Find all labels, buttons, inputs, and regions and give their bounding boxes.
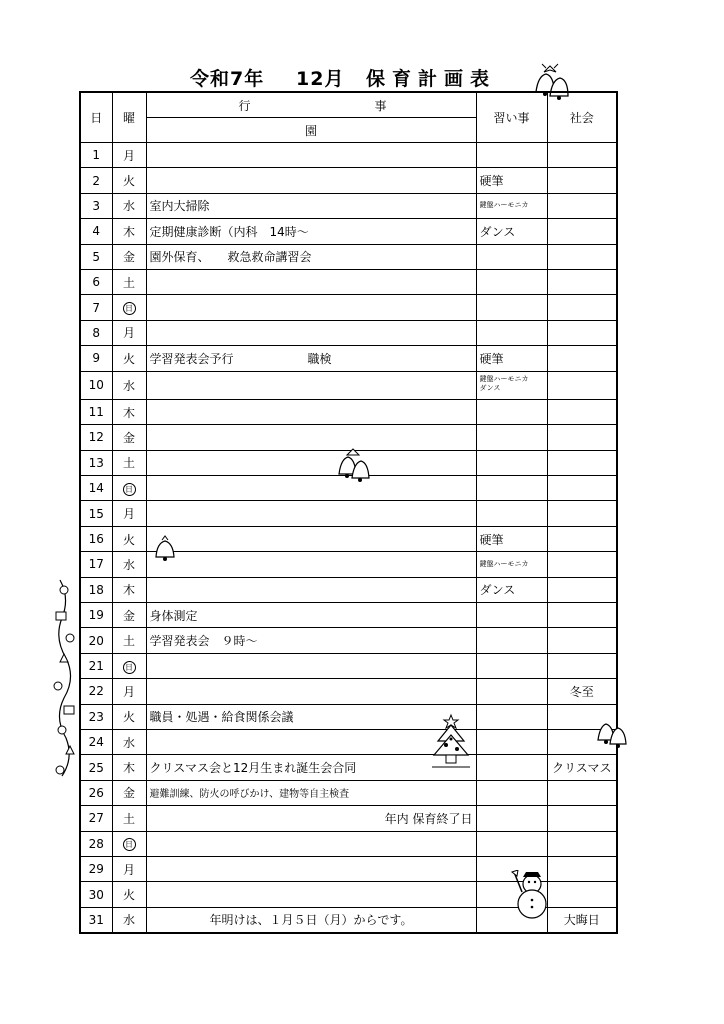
event-cell <box>146 729 476 754</box>
weekday-cell: 木 <box>112 755 146 780</box>
weekday-cell: 火 <box>112 882 146 907</box>
lesson-text: 鍵盤ハーモニカ <box>479 201 529 210</box>
weekday-cell: 金 <box>112 603 146 628</box>
lesson-cell <box>476 653 547 678</box>
bells-icon <box>334 446 374 486</box>
weekday-cell: 水 <box>112 552 146 577</box>
lesson-cell <box>476 552 547 577</box>
table-row <box>80 603 617 628</box>
lesson-extra-text: ダンス <box>479 383 501 392</box>
event-cell <box>146 219 476 244</box>
event-text: 学習発表会 ９時～ <box>149 634 258 649</box>
event-cell <box>146 653 476 678</box>
day-cell: 8 <box>80 320 112 345</box>
weekday-cell: 土 <box>112 450 146 475</box>
social-cell <box>547 653 617 678</box>
day-cell: 24 <box>80 729 112 754</box>
social-cell <box>547 320 617 345</box>
social-cell <box>547 476 617 501</box>
lesson-cell <box>476 219 547 244</box>
lesson-cell <box>476 831 547 856</box>
social-cell: 冬至 <box>547 679 617 704</box>
social-cell <box>547 371 617 399</box>
table-row <box>80 780 617 805</box>
table-row <box>80 295 617 320</box>
lesson-cell <box>476 679 547 704</box>
table-row <box>80 806 617 831</box>
social-cell <box>547 219 617 244</box>
lesson-cell <box>476 806 547 831</box>
event-cell <box>146 346 476 371</box>
event-cell <box>146 295 476 320</box>
event-cell <box>146 882 476 907</box>
day-cell: 2 <box>80 168 112 193</box>
table-row <box>80 577 617 602</box>
weekday-cell: 月 <box>112 143 146 168</box>
weekday-cell: 水 <box>112 371 146 399</box>
weekday-cell: 火 <box>112 168 146 193</box>
lesson-cell <box>476 244 547 269</box>
day-cell: 22 <box>80 679 112 704</box>
weekday-cell: 金 <box>112 244 146 269</box>
lesson-cell <box>476 450 547 475</box>
day-cell: 5 <box>80 244 112 269</box>
event-cell <box>146 168 476 193</box>
header-dow: 曜 <box>112 92 146 143</box>
event-cell <box>146 755 476 780</box>
day-cell: 20 <box>80 628 112 653</box>
event-cell <box>146 371 476 399</box>
weekday-cell: 水 <box>112 193 146 218</box>
day-cell: 12 <box>80 425 112 450</box>
lesson-cell <box>476 168 547 193</box>
weekday-cell: 火 <box>112 346 146 371</box>
header-gyoji-1: 行 <box>238 99 251 113</box>
lesson-text: 硬筆 <box>479 532 504 547</box>
social-cell <box>547 193 617 218</box>
social-cell <box>547 831 617 856</box>
table-row <box>80 219 617 244</box>
social-cell <box>547 856 617 881</box>
event-cell <box>146 577 476 602</box>
social-cell <box>547 269 617 294</box>
day-cell: 11 <box>80 399 112 424</box>
table-row <box>80 755 617 780</box>
sunday-mark: 日 <box>123 302 136 315</box>
table-row <box>80 399 617 424</box>
table-row <box>80 628 617 653</box>
weekday-cell: 金 <box>112 425 146 450</box>
event-text: 定期健康診断（内科 14時～ <box>149 224 309 239</box>
event-cell <box>146 831 476 856</box>
table-row <box>80 729 617 754</box>
social-cell <box>547 168 617 193</box>
lesson-cell <box>476 295 547 320</box>
weekday-cell: 金 <box>112 780 146 805</box>
social-cell <box>547 552 617 577</box>
event-cell <box>146 476 476 501</box>
event-cell <box>146 603 476 628</box>
social-cell <box>547 806 617 831</box>
day-cell: 18 <box>80 577 112 602</box>
day-cell: 3 <box>80 193 112 218</box>
header-gyoji-2: 事 <box>374 99 387 113</box>
event-cell <box>146 450 476 475</box>
social-cell <box>547 450 617 475</box>
day-cell: 19 <box>80 603 112 628</box>
lesson-cell <box>476 780 547 805</box>
lesson-cell <box>476 729 547 754</box>
event-cell <box>146 704 476 729</box>
day-cell: 6 <box>80 269 112 294</box>
event-text: 避難訓練、防火の呼びかけ、建物等自主検査 <box>149 789 350 801</box>
weekday-cell: 月 <box>112 856 146 881</box>
day-cell: 21 <box>80 653 112 678</box>
day-cell: 28 <box>80 831 112 856</box>
social-cell: 大晦日 <box>547 907 617 933</box>
lesson-cell <box>476 704 547 729</box>
weekday-cell: 月 <box>112 679 146 704</box>
table-row <box>80 831 617 856</box>
day-cell: 4 <box>80 219 112 244</box>
day-cell: 27 <box>80 806 112 831</box>
day-cell: 13 <box>80 450 112 475</box>
event-cell <box>146 628 476 653</box>
header-social: 社会 <box>547 92 617 143</box>
weekday-cell <box>112 831 146 856</box>
weekday-cell: 月 <box>112 501 146 526</box>
event-text: 園外保育、 救急救命講習会 <box>149 250 312 265</box>
sunday-mark: 日 <box>123 661 136 674</box>
day-cell: 23 <box>80 704 112 729</box>
event-cell <box>146 320 476 345</box>
weekday-cell <box>112 295 146 320</box>
day-cell: 10 <box>80 371 112 399</box>
table-row <box>80 679 617 704</box>
social-cell <box>547 501 617 526</box>
table-row <box>80 244 617 269</box>
snowman-icon <box>510 870 552 922</box>
lesson-text: ダンス <box>479 583 516 598</box>
day-cell: 17 <box>80 552 112 577</box>
lesson-cell <box>476 143 547 168</box>
lesson-cell <box>476 346 547 371</box>
event-cell <box>146 806 476 831</box>
lesson-cell <box>476 193 547 218</box>
day-cell: 31 <box>80 907 112 933</box>
social-cell <box>547 425 617 450</box>
weekday-cell: 木 <box>112 219 146 244</box>
event-extra-text: 職検 <box>307 351 332 366</box>
weekday-cell: 木 <box>112 577 146 602</box>
event-text: クリスマス会と12月生まれ誕生会合同 <box>149 761 357 776</box>
event-cell <box>146 679 476 704</box>
weekday-cell: 土 <box>112 806 146 831</box>
lesson-cell <box>476 603 547 628</box>
header-en: 園 <box>146 118 476 143</box>
day-cell: 30 <box>80 882 112 907</box>
header-lesson: 習い事 <box>476 92 547 143</box>
page-title <box>190 62 530 92</box>
social-cell <box>547 143 617 168</box>
event-cell <box>146 526 476 551</box>
event-text: 室内大掃除 <box>149 199 210 214</box>
weekday-cell: 月 <box>112 320 146 345</box>
header-day: 日 <box>80 92 112 143</box>
sunday-mark: 日 <box>123 483 136 496</box>
social-cell <box>547 628 617 653</box>
table-row <box>80 143 617 168</box>
event-cell <box>146 399 476 424</box>
social-cell <box>547 295 617 320</box>
title-month: 12月 <box>296 68 345 90</box>
weekday-cell: 土 <box>112 628 146 653</box>
lesson-cell <box>476 501 547 526</box>
table-row <box>80 193 617 218</box>
day-cell: 9 <box>80 346 112 371</box>
event-cell <box>146 193 476 218</box>
lesson-cell <box>476 269 547 294</box>
event-cell <box>146 501 476 526</box>
lesson-cell <box>476 755 547 780</box>
day-cell: 1 <box>80 143 112 168</box>
weekday-cell <box>112 653 146 678</box>
day-cell: 15 <box>80 501 112 526</box>
table-row <box>80 168 617 193</box>
weekday-cell <box>112 476 146 501</box>
event-text: 年内 保育終了日 <box>384 811 473 826</box>
event-cell <box>146 780 476 805</box>
social-cell <box>547 526 617 551</box>
day-cell: 14 <box>80 476 112 501</box>
lesson-cell <box>476 577 547 602</box>
lesson-cell <box>476 371 547 399</box>
social-cell <box>547 882 617 907</box>
table-row <box>80 320 617 345</box>
bells-icon <box>594 714 630 750</box>
social-cell <box>547 780 617 805</box>
lesson-text: 鍵盤ハーモニカ <box>479 559 529 568</box>
lesson-cell <box>476 320 547 345</box>
event-text: 身体測定 <box>149 608 198 623</box>
table-row <box>80 371 617 399</box>
event-cell <box>146 552 476 577</box>
christmas-tree-icon <box>428 713 474 771</box>
day-cell: 26 <box>80 780 112 805</box>
day-cell: 7 <box>80 295 112 320</box>
lesson-cell <box>476 399 547 424</box>
event-cell <box>146 907 476 933</box>
table-row <box>80 653 617 678</box>
social-cell <box>547 603 617 628</box>
weekday-cell: 水 <box>112 729 146 754</box>
event-text: 学習発表会予行 <box>149 351 234 366</box>
table-row <box>80 346 617 371</box>
schedule-table <box>79 91 618 934</box>
table-row <box>80 704 617 729</box>
lesson-text: 鍵盤ハーモニカ <box>479 374 529 383</box>
lesson-cell <box>476 628 547 653</box>
weekday-cell: 火 <box>112 526 146 551</box>
lesson-text: ダンス <box>479 224 516 239</box>
table-row <box>80 269 617 294</box>
weekday-cell: 土 <box>112 269 146 294</box>
title-document: 保育計画表 <box>366 68 497 90</box>
sunday-mark: 日 <box>123 838 136 851</box>
social-cell: クリスマス <box>547 755 617 780</box>
social-cell <box>547 244 617 269</box>
event-text: 年明けは、１月５日（月）からです。 <box>209 913 413 928</box>
social-cell <box>547 346 617 371</box>
lesson-cell <box>476 425 547 450</box>
bell-icon <box>150 533 180 563</box>
event-cell <box>146 143 476 168</box>
weekday-cell: 水 <box>112 907 146 933</box>
weekday-cell: 火 <box>112 704 146 729</box>
header-gyoji <box>146 92 476 118</box>
festive-border-icon <box>48 578 82 778</box>
lesson-text: 硬筆 <box>479 174 504 189</box>
day-cell: 29 <box>80 856 112 881</box>
day-cell: 16 <box>80 526 112 551</box>
event-cell <box>146 856 476 881</box>
event-cell <box>146 425 476 450</box>
social-cell <box>547 577 617 602</box>
lesson-cell <box>476 526 547 551</box>
lesson-text: 硬筆 <box>479 351 504 366</box>
day-cell: 25 <box>80 755 112 780</box>
lesson-cell <box>476 476 547 501</box>
event-text: 職員・処遇・給食関係会議 <box>149 710 294 725</box>
title-era: 令和7年 <box>190 68 265 90</box>
social-cell <box>547 399 617 424</box>
event-cell <box>146 269 476 294</box>
table-row <box>80 501 617 526</box>
weekday-cell: 木 <box>112 399 146 424</box>
event-cell <box>146 244 476 269</box>
